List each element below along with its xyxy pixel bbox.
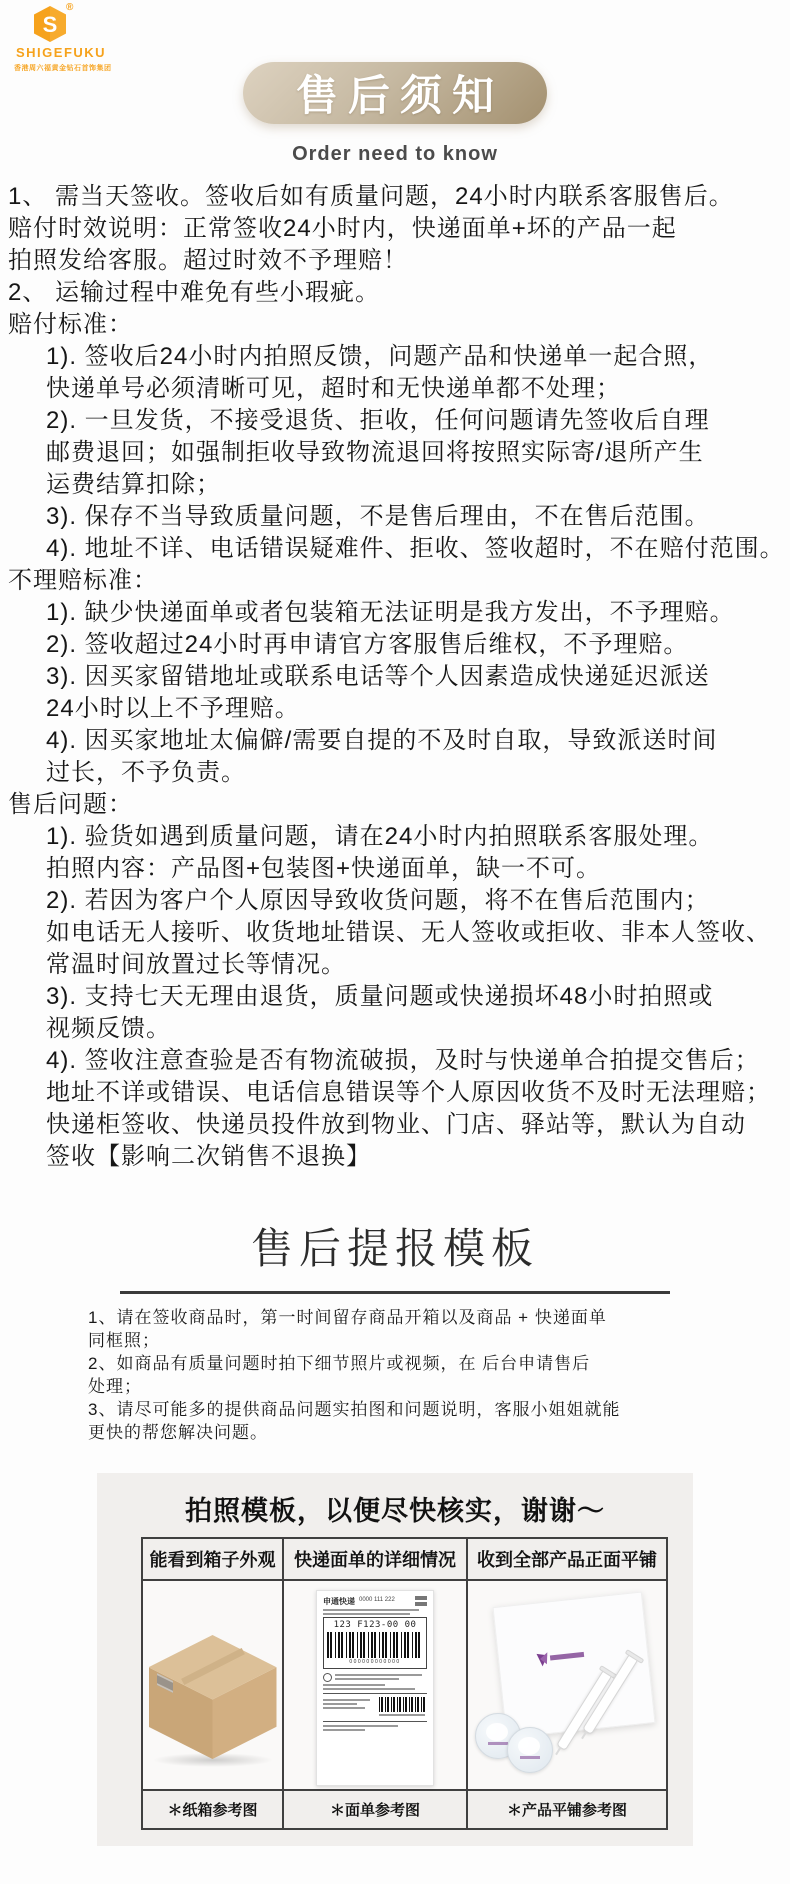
caption-box: ＊纸箱参考图 — [142, 1790, 283, 1829]
column-header-label: 快递面单的详细情况 — [283, 1538, 467, 1580]
notice-line: 常温时间放置过长等情况。 — [46, 951, 346, 978]
label-separator — [323, 1693, 427, 1694]
notice-line: 2). 签收超过24小时再申请官方客服售后维权，不予理赔。 — [46, 631, 689, 658]
product-brand-logo — [538, 1647, 584, 1666]
address-bar — [323, 1688, 415, 1690]
brand-tagline: 香港周六福黄金钻石首饰集团 — [14, 65, 112, 72]
notice-line: 3). 保存不当导致质量问题，不是售后理由，不在售后范围。 — [46, 503, 710, 530]
barcode-digits: 000000000000 — [349, 1659, 401, 1665]
shipping-label-image-cell — [283, 1580, 467, 1790]
notice-line: 3). 因买家留错地址或联系电话等个人因素造成快递延迟派送 — [46, 663, 710, 690]
notice-line: 拍照内容：产品图+包装图+快递面单，缺一不可。 — [46, 855, 602, 882]
notice-line: 赔付时效说明：正常签收24小时内，快递面单+坏的产品一起 — [8, 215, 677, 242]
courier-phone: 0000 111 222 — [359, 1597, 395, 1603]
page-subtitle: Order need to know — [292, 143, 498, 165]
registered-mark: ® — [66, 2, 74, 13]
mini-barcode-block — [379, 1697, 427, 1718]
barcode — [327, 1632, 423, 1658]
notice-line: 1、 需当天签收。签收后如有质量问题，24小时内联系客服售后。 — [8, 183, 734, 210]
template-line: 同框照； — [88, 1331, 160, 1350]
section-divider — [120, 1291, 670, 1294]
caption-flatlay: ＊产品平铺参考图 — [467, 1790, 667, 1829]
logo-text-bar — [550, 1651, 584, 1660]
caption-label: ＊面单参考图 — [283, 1790, 467, 1829]
recipient-icon — [323, 1673, 332, 1682]
template-line: 处理； — [88, 1377, 142, 1396]
notice-line: 2、 运输过程中难免有些小瑕疵。 — [8, 279, 381, 306]
notice-line: 1). 签收后24小时内拍照反馈，问题产品和快递单一起合照， — [46, 343, 714, 370]
notice-line: 签收【影响二次销售不退换】 — [46, 1143, 371, 1170]
mini-barcode — [379, 1697, 427, 1712]
notice-line: 24小时以上不予理赔。 — [46, 695, 300, 722]
notice-line: 邮费退回；如强制拒收导致物流退回将按照实际寄/退所产生 — [46, 439, 704, 466]
template-section-title: 售后提报模板 — [250, 1225, 539, 1272]
courier-name: 申通快递 — [323, 1597, 355, 1606]
label-header — [323, 1596, 427, 1607]
notice-text-block — [0, 181, 790, 1173]
notice-line: 4). 因买家地址太偏僻/需要自提的不及时自取，导致派送时间 — [46, 727, 718, 754]
notice-line: 4). 签收注意查验是否有物流破损，及时与快递单合拍提交售后； — [46, 1047, 760, 1074]
label-fineprint-bar — [323, 1613, 410, 1615]
label-separator — [323, 1721, 427, 1722]
recipient-lines — [335, 1672, 427, 1682]
column-header-flatlay: 收到全部产品正面平铺 — [467, 1538, 667, 1580]
sender-section — [323, 1697, 427, 1718]
notice-line: 赔付标准： — [8, 311, 133, 338]
photo-panel-title: 拍照模板，以便尽快核实，谢谢～ — [185, 1496, 605, 1526]
brand-name: SHIGEFUKU — [16, 45, 107, 60]
notice-line: 快递单号必须清晰可见，超时和无快递单都不处理； — [46, 375, 621, 402]
label-code-box — [323, 1617, 427, 1669]
notice-line: 2). 一旦发货，不接受退货、拒收，任何问题请先签收后自理 — [46, 407, 710, 434]
photo-template-panel — [97, 1473, 693, 1846]
round-tray — [507, 1727, 553, 1773]
hero-banner — [243, 62, 547, 124]
notice-line: 不理赔标准： — [8, 567, 158, 594]
notice-line: 售后问题： — [8, 791, 133, 818]
notice-line: 如电话无人接听、收货地址错误、无人签收或拒收、非本人签收、 — [46, 919, 771, 946]
template-line: 2、如商品有质量问题时拍下细节照片或视频，在 后台申请售后 — [88, 1354, 591, 1373]
notice-line: 拍照发给客服。超过时效不予理赔！ — [8, 247, 408, 274]
table-header-row — [142, 1538, 667, 1580]
notice-line: 运费结算扣除； — [46, 471, 221, 498]
product-flatlay-image-cell — [467, 1580, 667, 1790]
hexagon-s-logo-icon — [33, 5, 67, 43]
cardboard-box-image-cell — [142, 1580, 283, 1790]
notice-line: 2). 若因为客户个人原因导致收货问题，将不在售后范围内； — [46, 887, 710, 914]
notice-line: 快递柜签收、快递员投件放到物业、门店、驿站等，默认为自动 — [46, 1111, 746, 1138]
brand-hexagon-row — [14, 4, 124, 42]
shipping-label-image — [316, 1590, 434, 1786]
address-bar — [323, 1684, 385, 1686]
sorting-code: 123 F123-00 00 — [333, 1620, 417, 1630]
notice-line: 1). 验货如遇到质量问题，请在24小时内拍照联系客服处理。 — [46, 823, 714, 850]
product-flatlay-image — [469, 1587, 665, 1787]
notice-line: 3). 支持七天无理由退货，质量问题或快递损坏48小时拍照或 — [46, 983, 714, 1010]
butterfly-logo-icon — [540, 1652, 547, 1664]
recipient-row — [323, 1672, 427, 1682]
table-caption-row — [142, 1790, 667, 1829]
notice-line: 地址不详或错误、电话信息错误等个人原因收货不及时无法理赔； — [46, 1079, 771, 1106]
template-line: 更快的帮您解决问题。 — [88, 1423, 268, 1442]
template-line: 1、请在签收商品时，第一时间留存商品开箱以及商品 + 快递面单 — [88, 1308, 607, 1327]
template-steps-block — [88, 1306, 708, 1444]
notice-line: 1). 缺少快递面单或者包装箱无法证明是我方发出，不予理赔。 — [46, 599, 735, 626]
cardboard-box-image — [149, 1635, 277, 1765]
notice-line: 视频反馈。 — [46, 1015, 171, 1042]
footer-bar — [323, 1729, 365, 1731]
brand-logo-block — [14, 4, 124, 73]
service-type-marks — [415, 1596, 427, 1606]
photo-reference-table — [141, 1537, 668, 1830]
notice-line: 4). 地址不详、电话错误疑难件、拒收、签收超时，不在赔付范围。 — [46, 535, 785, 562]
sender-lines — [323, 1697, 375, 1718]
mini-barcode-digits-bar — [379, 1714, 425, 1716]
template-line: 3、请尽可能多的提供商品问题实拍图和问题说明，客服小姐姐就能 — [88, 1400, 621, 1419]
label-fineprint-bar — [323, 1609, 419, 1611]
table-image-row — [142, 1580, 667, 1790]
page-title: 售后须知 — [295, 72, 504, 119]
column-header-box: 能看到箱子外观 — [142, 1538, 283, 1580]
svg-text:S: S — [42, 12, 58, 37]
notice-line: 过长，不予负责。 — [46, 759, 246, 786]
footer-bar — [323, 1725, 398, 1727]
